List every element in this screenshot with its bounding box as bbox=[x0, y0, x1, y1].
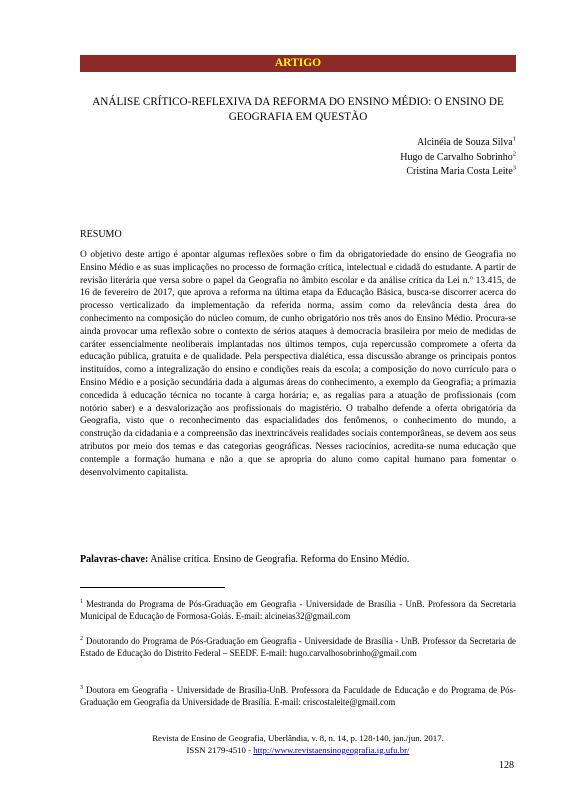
journal-issn-line bbox=[80, 745, 516, 757]
author-footnote-marker: 2 bbox=[512, 150, 516, 158]
footnote-2 bbox=[80, 636, 516, 659]
author-footnote-marker: 1 bbox=[512, 135, 516, 143]
footnote-marker: 1 bbox=[80, 599, 83, 606]
author-3 bbox=[400, 165, 516, 180]
footnote-1 bbox=[80, 599, 516, 622]
page-number: 128 bbox=[499, 760, 514, 771]
footnote-text: Doutora em Geografia - Universidade de Brasília-UnB. Professora da Faculdade de Educação e do Programa de Pós-Graduação em Geografia da Universidade de Brasília. E-mail: criscostaleite@gmail.com bbox=[80, 685, 516, 707]
journal-url-link[interactable]: http://www.revistaensinogeografia.ig.ufu.br/ bbox=[253, 744, 410, 755]
section-banner: ARTIGO bbox=[80, 55, 516, 72]
author-name: Hugo de Carvalho Sobrinho bbox=[400, 151, 513, 163]
abstract-heading: RESUMO bbox=[80, 229, 122, 240]
keywords-text: Análise crítica. Ensino de Geografia. Reforma do Ensino Médio. bbox=[150, 554, 410, 565]
footnote-marker: 3 bbox=[80, 685, 83, 692]
keywords bbox=[80, 554, 516, 565]
journal-info bbox=[80, 733, 516, 756]
author-1 bbox=[400, 136, 516, 151]
author-list bbox=[400, 136, 516, 180]
author-footnote-marker: 3 bbox=[512, 164, 516, 172]
journal-issn: ISSN 2179-4510 - bbox=[186, 744, 254, 755]
footnote-marker: 2 bbox=[80, 636, 83, 643]
author-2 bbox=[400, 151, 516, 166]
footnote-text: Doutorando do Programa de Pós-Graduação em Geografia - Universidade de Brasília - UnB. Professor da Secretaria de Estado de Educação do Distrito Federal – SEEDF. E-mail: hugo.carvalhosobrinho@gmail.com bbox=[80, 636, 516, 658]
keywords-label: Palavras-chave: bbox=[80, 554, 149, 565]
journal-citation: Revista de Ensino de Geografia, Uberlândia, v. 8, n. 14, p. 128-140, jan./jun. 2017. bbox=[152, 733, 444, 743]
footnote-3 bbox=[80, 685, 516, 708]
author-name: Cristina Maria Costa Leite bbox=[406, 166, 513, 177]
author-name: Alcinéia de Souza Silva bbox=[416, 137, 513, 148]
article-title: ANÁLISE CRÍTICO-REFLEXIVA DA REFORMA DO ENSINO MÉDIO: O ENSINO DE GEOGRAFIA EM QUESTÃO bbox=[92, 96, 504, 123]
abstract-body: O objetivo deste artigo é apontar algumas reflexões sobre o fim da obrigatoriedade do ensino de Geografia no Ensino Médio e as suas implicações no processo de formação crítica, intelectual e cidadã do estudante. A partir de revisão literária que versa sobre o papel da Geografia no âmbito escolar e da análise crítica da Lei n.º 13.415, de 16 de fevereiro de 2017, que aprova a reforma na última etapa da Educação Básica, busca-se discorrer acerca do processo verticalizado da implementação da referida norma, assim como da relevância desta área do conhecimento na composição do núcleo comum, de cunho obrigatório nos três anos do Ensino Médio. Procura-se ainda provocar uma reflexão sobre o contexto de sérios ataques à democracia brasileira por meio de medidas de caráter essencialmente neoliberais implantadas nos últimos tempos, cuja repercussão compromete a oferta da educação pública, gratuita e de qualidade. Pela perspectiva dialética, essa discussão abrange os principais pontos instituídos, como a integralização do ensino e condições reais da escola; a composição do novo currículo para o Ensino Médio e a posição secundária dada a algumas áreas do conhecimento, a exemplo da Geografia; a primazia concedida à educação técnica no tocante à carga horária; e, as regalias para a atuação de profissionais (com notório saber) e a desvalorização aos profissionais do magistério. O trabalho defende a oferta obrigatória da Geografia, visto que o reconhecimento das espacialidades dos fenômenos, o conhecimento do mundo, a construção da cidadania e a compreensão das inextrincáveis realidades sociais contemporâneas, se devem aos seus atributos por meio dos temas e das categorias geográficas. Nesses raciocínios, acredita-se numa educação que contemple a formação humana e não a que se apropria do aluno como capital humano para fomentar o desenvolvimento capitalista. bbox=[80, 250, 516, 478]
footnote-divider bbox=[80, 587, 225, 588]
footnote-text: Mestranda do Programa de Pós-Graduação em Geografia - Universidade de Brasília - UnB. Professora da Secretaria Municipal de Educação de Formosa-Goiás. E-mail: alcineias32@gmail.com bbox=[80, 599, 516, 621]
